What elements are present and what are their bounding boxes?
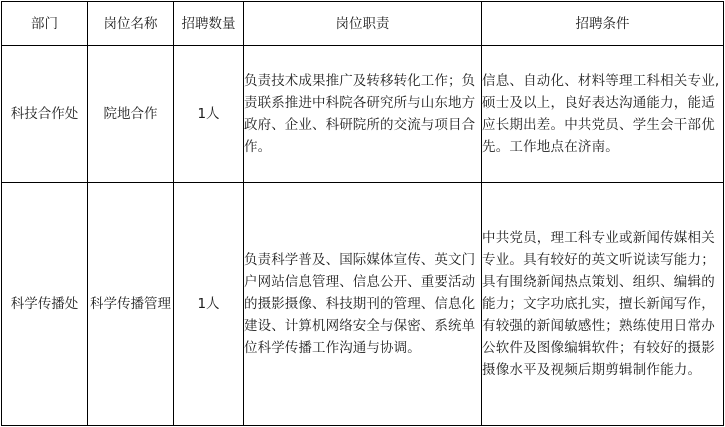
cell-position: 科学传播管理 (88, 183, 174, 426)
header-count: 招聘数量 (174, 2, 244, 46)
cell-duties: 负责科学普及、国际媒体宣传、英文门户网站信息管理、信息公开、重要活动的摄影摄像、科技期刊的管理、信息化建设、计算机网络安全与保密、系统单位科学传播工作沟通与协调。 (244, 183, 482, 426)
cell-department: 科技合作处 (2, 46, 88, 183)
cell-requirements: 中共党员，理工科专业或新闻传媒相关专业。具有较好的英文听说读写能力；具有围绕新闻热点策划、组织、编辑的能力；文字功底扎实，擅长新闻写作，有较强的新闻敏感性；熟练使用日常办公软件及图像编辑软件；有较好的摄影摄像水平及视频后期剪辑制作能力。 (482, 183, 724, 426)
table-row (2, 183, 724, 426)
cell-requirements: 信息、自动化、材料等理工科相关专业,硕士及以上，良好表达沟通能力，能适应长期出差。中共党员、学生会干部优先。工作地点在济南。 (482, 46, 724, 183)
cell-count: 1人 (174, 183, 244, 426)
header-department: 部门 (2, 2, 88, 46)
recruitment-table (1, 1, 724, 426)
cell-count: 1人 (174, 46, 244, 183)
header-position: 岗位名称 (88, 2, 174, 46)
cell-duties: 负责技术成果推广及转移转化工作；负责联系推进中科院各研究所与山东地方政府、企业、科研院所的交流与项目合作。 (244, 46, 482, 183)
cell-department: 科学传播处 (2, 183, 88, 426)
header-requirements: 招聘条件 (482, 2, 724, 46)
header-duties: 岗位职责 (244, 2, 482, 46)
cell-position: 院地合作 (88, 46, 174, 183)
table-header-row (2, 2, 724, 46)
table-row (2, 46, 724, 183)
